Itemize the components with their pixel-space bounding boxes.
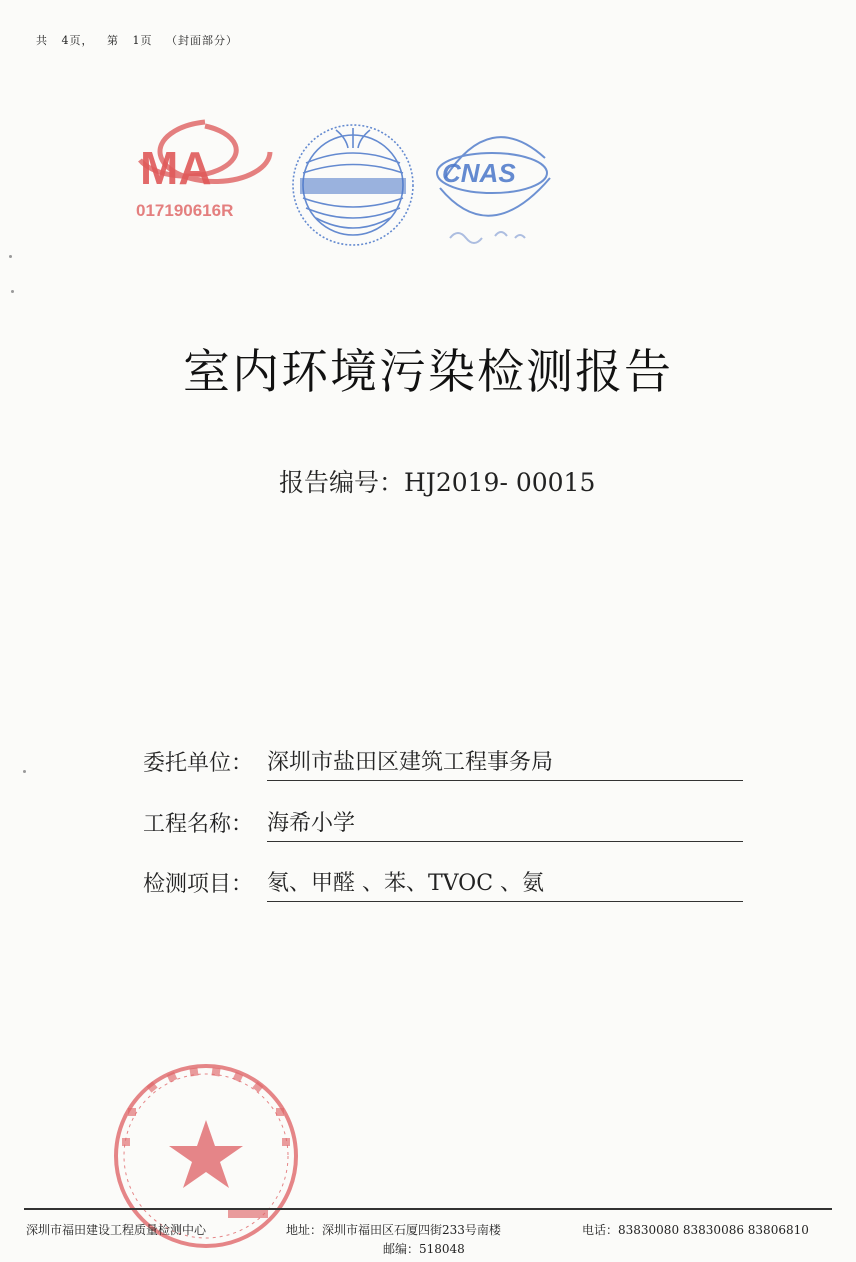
report-title: 室内环境污染检测报告 [183, 345, 673, 400]
cma-logo-letters: MA [140, 142, 212, 194]
footer-phone: 电话：83830080 83830086 83806810 [582, 1223, 809, 1237]
client-row [143, 745, 743, 781]
cma-certificate-number: 017190616R [136, 201, 234, 220]
cnas-logo-letters: CNAS [442, 158, 516, 188]
test-items-row [143, 866, 743, 902]
globe-accreditation-icon [286, 118, 420, 252]
cnas-accreditation-logo [420, 118, 560, 258]
page-count-header: 共 4页， 第 1页 （封面部分） [36, 34, 238, 47]
scan-speck [23, 770, 26, 773]
scan-speck [11, 290, 14, 293]
client-value: 深圳市盐田区建筑工程事务局 [267, 745, 743, 781]
report-number: 报告编号：HJ2019- 00015 [279, 468, 596, 497]
project-name-value: 海希小学 [267, 806, 743, 842]
project-name-row [143, 806, 743, 842]
test-items-label: 检测项目： [143, 872, 254, 897]
footer-divider [24, 1208, 832, 1210]
cma-certification-logo [130, 112, 280, 227]
footer-postcode: 邮编：518048 [383, 1242, 465, 1256]
project-name-label: 工程名称： [143, 812, 254, 837]
client-label: 委托单位： [143, 751, 254, 776]
footer-address: 地址：深圳市福田区石厦四街233号南楼 [286, 1223, 501, 1237]
scan-speck [9, 255, 12, 258]
test-items-value: 氡、甲醛 、苯、TVOC 、氨 [267, 866, 743, 902]
footer-organization: 深圳市福田建设工程质量检测中心 [26, 1223, 207, 1237]
